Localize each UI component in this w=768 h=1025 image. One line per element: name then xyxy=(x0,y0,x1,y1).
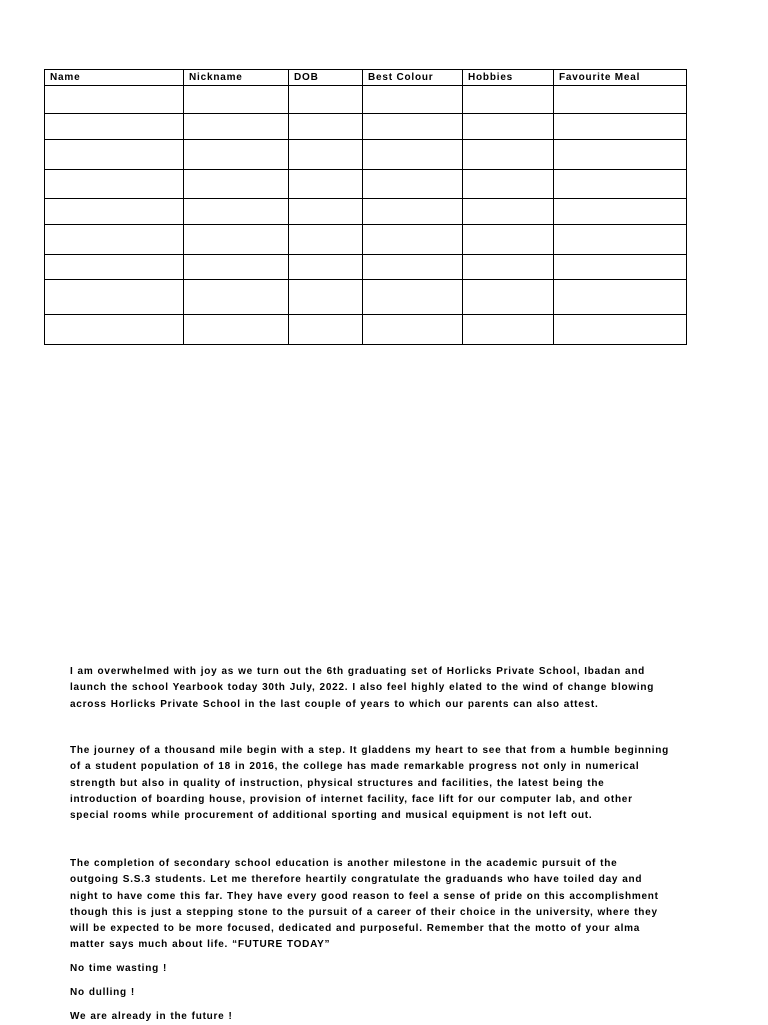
table-cell xyxy=(289,114,363,140)
table-cell xyxy=(45,280,184,315)
table-cell xyxy=(554,140,687,170)
table-cell xyxy=(45,140,184,170)
table-row xyxy=(45,170,687,199)
letter-line: across Horlicks Private School in the last couple of years to which our parents can also attest. xyxy=(70,698,599,710)
letter-paragraph-3 xyxy=(70,856,710,954)
slogan-1: No time wasting ! xyxy=(70,963,168,974)
table-cell xyxy=(289,86,363,114)
table-cell xyxy=(363,280,463,315)
table-row xyxy=(45,114,687,140)
table-cell xyxy=(45,315,184,345)
table-cell xyxy=(554,280,687,315)
table-cell xyxy=(463,86,554,114)
letter-paragraph-1 xyxy=(70,664,710,713)
header-hobbies: Hobbies xyxy=(463,70,554,86)
table-cell xyxy=(554,255,687,280)
header-name: Name xyxy=(45,70,184,86)
table-cell xyxy=(289,255,363,280)
table-cell xyxy=(45,225,184,255)
table-row xyxy=(45,280,687,315)
table-header-row xyxy=(45,70,687,86)
letter-line: night to have come this far. They have every good reason to feel a sense of pride on this accomplishment xyxy=(70,890,659,902)
header-dob: DOB xyxy=(289,70,363,86)
table-cell xyxy=(184,315,289,345)
table-cell xyxy=(184,140,289,170)
student-info-table xyxy=(44,69,687,345)
table-cell xyxy=(184,255,289,280)
table-cell xyxy=(554,114,687,140)
table-cell xyxy=(463,280,554,315)
table-cell xyxy=(289,140,363,170)
letter-line: will be expected to be more focused, dedicated and purposeful. Remember that the motto of your alma xyxy=(70,923,641,935)
letter-line: strength but also in quality of instruction, physical structures and facilities, the latest being the xyxy=(70,777,605,789)
table-cell xyxy=(363,315,463,345)
table-cell xyxy=(363,86,463,114)
table-cell xyxy=(463,114,554,140)
table-cell xyxy=(554,225,687,255)
table-row xyxy=(45,315,687,345)
table-cell xyxy=(554,199,687,225)
letter-line: introduction of boarding house, provision of internet facility, face lift for our computer lab, and other xyxy=(70,793,633,805)
table-cell xyxy=(363,140,463,170)
table-cell xyxy=(363,255,463,280)
table-row xyxy=(45,199,687,225)
letter-line: I am overwhelmed with joy as we turn out the 6th graduating set of Horlicks Private School, Ibadan and xyxy=(70,666,646,677)
letter-line: outgoing S.S.3 students. Let me therefore heartily congratulate the graduands who have toiled day and xyxy=(70,874,643,886)
header-nickname: Nickname xyxy=(184,70,289,86)
table-row xyxy=(45,140,687,170)
table-cell xyxy=(363,170,463,199)
table-cell xyxy=(554,315,687,345)
table-cell xyxy=(363,199,463,225)
table-cell xyxy=(363,225,463,255)
table-cell xyxy=(363,114,463,140)
header-favourite-meal: Favourite Meal xyxy=(554,70,687,86)
table-cell xyxy=(289,225,363,255)
table-cell xyxy=(554,170,687,199)
table-cell xyxy=(45,86,184,114)
table-cell xyxy=(45,199,184,225)
table-row xyxy=(45,255,687,280)
table-cell xyxy=(289,280,363,315)
header-best-colour: Best Colour xyxy=(363,70,463,86)
table-cell xyxy=(184,225,289,255)
letter-line: The journey of a thousand mile begin with a step. It gladdens my heart to see that from a humble beginning xyxy=(70,745,670,756)
letter-line: though this is just a stepping stone to the pursuit of a career of their choice in the university, where they xyxy=(70,906,658,918)
table-cell xyxy=(184,170,289,199)
table-cell xyxy=(289,199,363,225)
table-cell xyxy=(289,315,363,345)
table-cell xyxy=(184,199,289,225)
table-cell xyxy=(45,170,184,199)
table-cell xyxy=(45,114,184,140)
letter-line: special rooms while procurement of additional sporting and musical equipment is not left out. xyxy=(70,810,593,822)
table-cell xyxy=(184,114,289,140)
table-cell xyxy=(289,170,363,199)
table-row xyxy=(45,86,687,114)
letter-line: The completion of secondary school education is another milestone in the academic pursuit of the xyxy=(70,858,618,869)
table-cell xyxy=(184,86,289,114)
table-cell xyxy=(463,255,554,280)
letter-line: matter says much about life. “FUTURE TODAY” xyxy=(70,939,331,951)
letter-line: launch the school Yearbook today 30th July, 2022. I also feel highly elated to the wind of change blowing xyxy=(70,682,655,694)
table-cell xyxy=(45,255,184,280)
letter-paragraph-2 xyxy=(70,743,710,824)
letter-line: of a student population of 18 in 2016, the college has made remarkable progress not only in numerical xyxy=(70,761,640,773)
table-cell xyxy=(463,140,554,170)
slogan-3: We are already in the future ! xyxy=(70,1011,233,1022)
table-cell xyxy=(463,170,554,199)
table-cell xyxy=(554,86,687,114)
slogan-2: No dulling ! xyxy=(70,987,135,998)
table-cell xyxy=(184,280,289,315)
table-cell xyxy=(463,225,554,255)
table-cell xyxy=(463,199,554,225)
table-cell xyxy=(463,315,554,345)
table-row xyxy=(45,225,687,255)
